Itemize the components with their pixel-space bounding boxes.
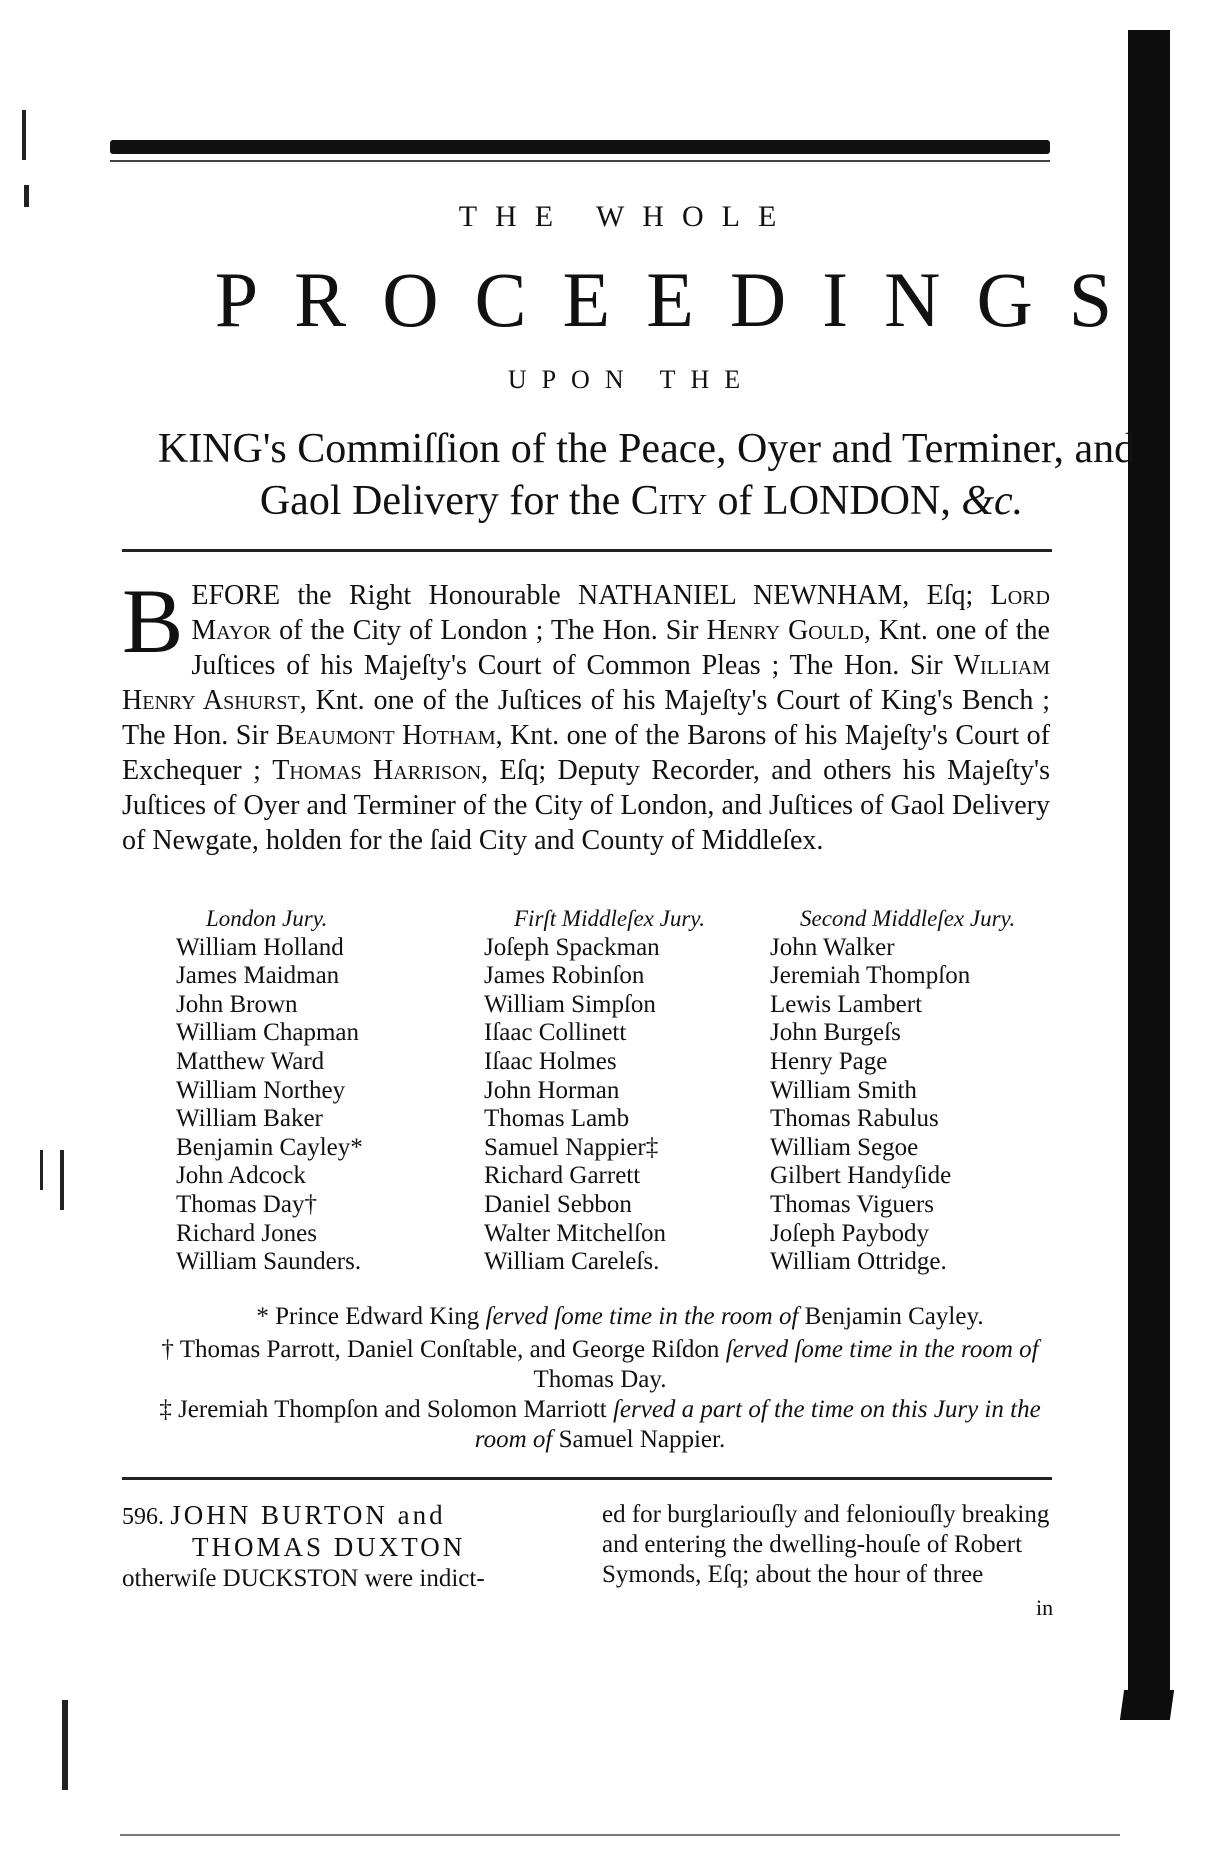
page-edge-shadow-tip: [1120, 1690, 1174, 1720]
jury-member: William Holland: [176, 933, 344, 961]
jury-member: John Adcock: [176, 1162, 306, 1190]
footnote-star: * Prince Edward King ſerved ſome time in the room of Benjamin Cayley.: [256, 1303, 984, 1330]
jury-member: Iſaac Collinett: [484, 1019, 627, 1047]
jury-member: Lewis Lambert: [770, 990, 923, 1018]
case-text: ed for burglariouſly and feloniouſly breaking and entering the dwelling-houſe of Robert Symonds, Eſq; about the hour of three: [602, 1501, 1050, 1588]
footnote-dagger: † Thomas Parrott, Daniel Conſtable, and George Riſdon ſerved ſome time in the room of Thomas Day.: [161, 1336, 1039, 1393]
jury-member: Benjamin Cayley*: [176, 1133, 363, 1161]
jury-member: Thomas Rabulus: [770, 1105, 939, 1133]
jury-member: Walter Mitchelſon: [484, 1219, 666, 1247]
jury-member: Thomas Day†: [176, 1190, 317, 1218]
jury-member: William Baker: [176, 1105, 323, 1133]
sub-title: UPON THE: [507, 365, 756, 394]
jury-member: John Burgeſs: [770, 1019, 901, 1047]
commission-line-2: Gaol Delivery for the City of LONDON, &c.: [259, 478, 1024, 524]
jury-member: William Segoe: [770, 1133, 919, 1161]
footnote-double-dagger: ‡ Jeremiah Thompſon and Solomon Marriott ſerved a part of the time on this Jury in the room of Samuel Nappier.: [159, 1396, 1041, 1453]
jury-member: James Robinſon: [484, 962, 645, 990]
jury-member: William Saunders.: [176, 1248, 362, 1276]
jury-member: William Northey: [176, 1076, 346, 1104]
jury-member: William Chapman: [176, 1019, 359, 1047]
header-rule-thick: [110, 140, 1050, 154]
catchword: in: [1036, 1595, 1054, 1620]
jury-member: John Brown: [176, 990, 298, 1018]
jury-member: Samuel Nappier‡: [484, 1133, 659, 1161]
jury-member: Thomas Viguers: [770, 1190, 934, 1218]
jury-member: Gilbert Handyſide: [770, 1162, 952, 1190]
jury-member: William Smith: [770, 1076, 917, 1104]
defendant-name-2: THOMAS DUXTON: [192, 1532, 466, 1562]
case-number: 596.: [122, 1504, 164, 1530]
jury-member: Iſaac Holmes: [484, 1047, 617, 1075]
jury-member: James Maidman: [176, 962, 340, 990]
section-rule-bottom: [122, 1477, 1052, 1480]
jury-member: Richard Garrett: [484, 1162, 641, 1190]
first-middlesex-jury-column: [484, 905, 784, 1277]
case-heading: [122, 1500, 587, 1594]
london-jury-column: [176, 905, 476, 1277]
jury-member: Daniel Sebbon: [484, 1190, 632, 1218]
jury-heading: London Jury.: [206, 906, 328, 931]
defendant-alias: otherwiſe DUCKSTON were indict-: [122, 1565, 485, 1592]
jury-member: Thomas Lamb: [484, 1105, 630, 1133]
jury-member: Joſeph Paybody: [770, 1219, 930, 1247]
jury-member: Jeremiah Thompſon: [770, 962, 971, 990]
section-rule: [122, 549, 1052, 552]
jury-member: Richard Jones: [176, 1219, 317, 1247]
jury-member: John Horman: [484, 1076, 620, 1104]
header-rule-thin: [110, 160, 1050, 162]
jury-member: William Careleſs.: [484, 1248, 660, 1276]
jury-member: Matthew Ward: [176, 1047, 325, 1075]
court-paragraph: BEFORE the Right Honourable NATHANIEL NEWNHAM, Eſq; Lord Mayor of the City of London ; The Hon. Sir Henry Gould, Knt. one of the Juſtices of his Majeſty's Court of Common Pleas ; The Hon. Sir William Henry Ashurst, Knt. one of the Juſtices of his Majeſty's Court of King's Bench ; The Hon. Sir Beaumont Hotham, Knt. one of the Barons of his Majeſty's Court of Exchequer ; Thomas Harrison, Eſq; Deputy Recorder, and others his Majeſty's Juſtices of Oyer and Terminer of the City of London, and Juſtices of Gaol Delivery of Newgate, holden for the ſaid City and County of Middleſex.: [122, 570, 1051, 856]
jury-heading: Second Middleſex Jury.: [800, 906, 1016, 931]
page-title: PROCEEDINGS: [214, 256, 1149, 343]
jury-member: John Walker: [770, 933, 895, 961]
drop-cap: B: [122, 570, 184, 672]
jury-heading: Firſt Middleſex Jury.: [514, 906, 705, 931]
second-middlesex-jury-column: [770, 905, 1070, 1277]
footer-rule: [120, 1834, 1120, 1836]
jury-member: Joſeph Spackman: [484, 933, 660, 961]
defendant-name-1: JOHN BURTON and: [170, 1500, 446, 1530]
jury-member: William Ottridge.: [770, 1248, 947, 1276]
commission-line-1: KING's Commiſſion of the Peace, Oyer and Terminer, and: [157, 426, 1136, 472]
jury-member: Henry Page: [770, 1047, 888, 1075]
pre-title: THE WHOLE: [458, 200, 795, 233]
jury-member: William Simpſon: [484, 990, 656, 1018]
